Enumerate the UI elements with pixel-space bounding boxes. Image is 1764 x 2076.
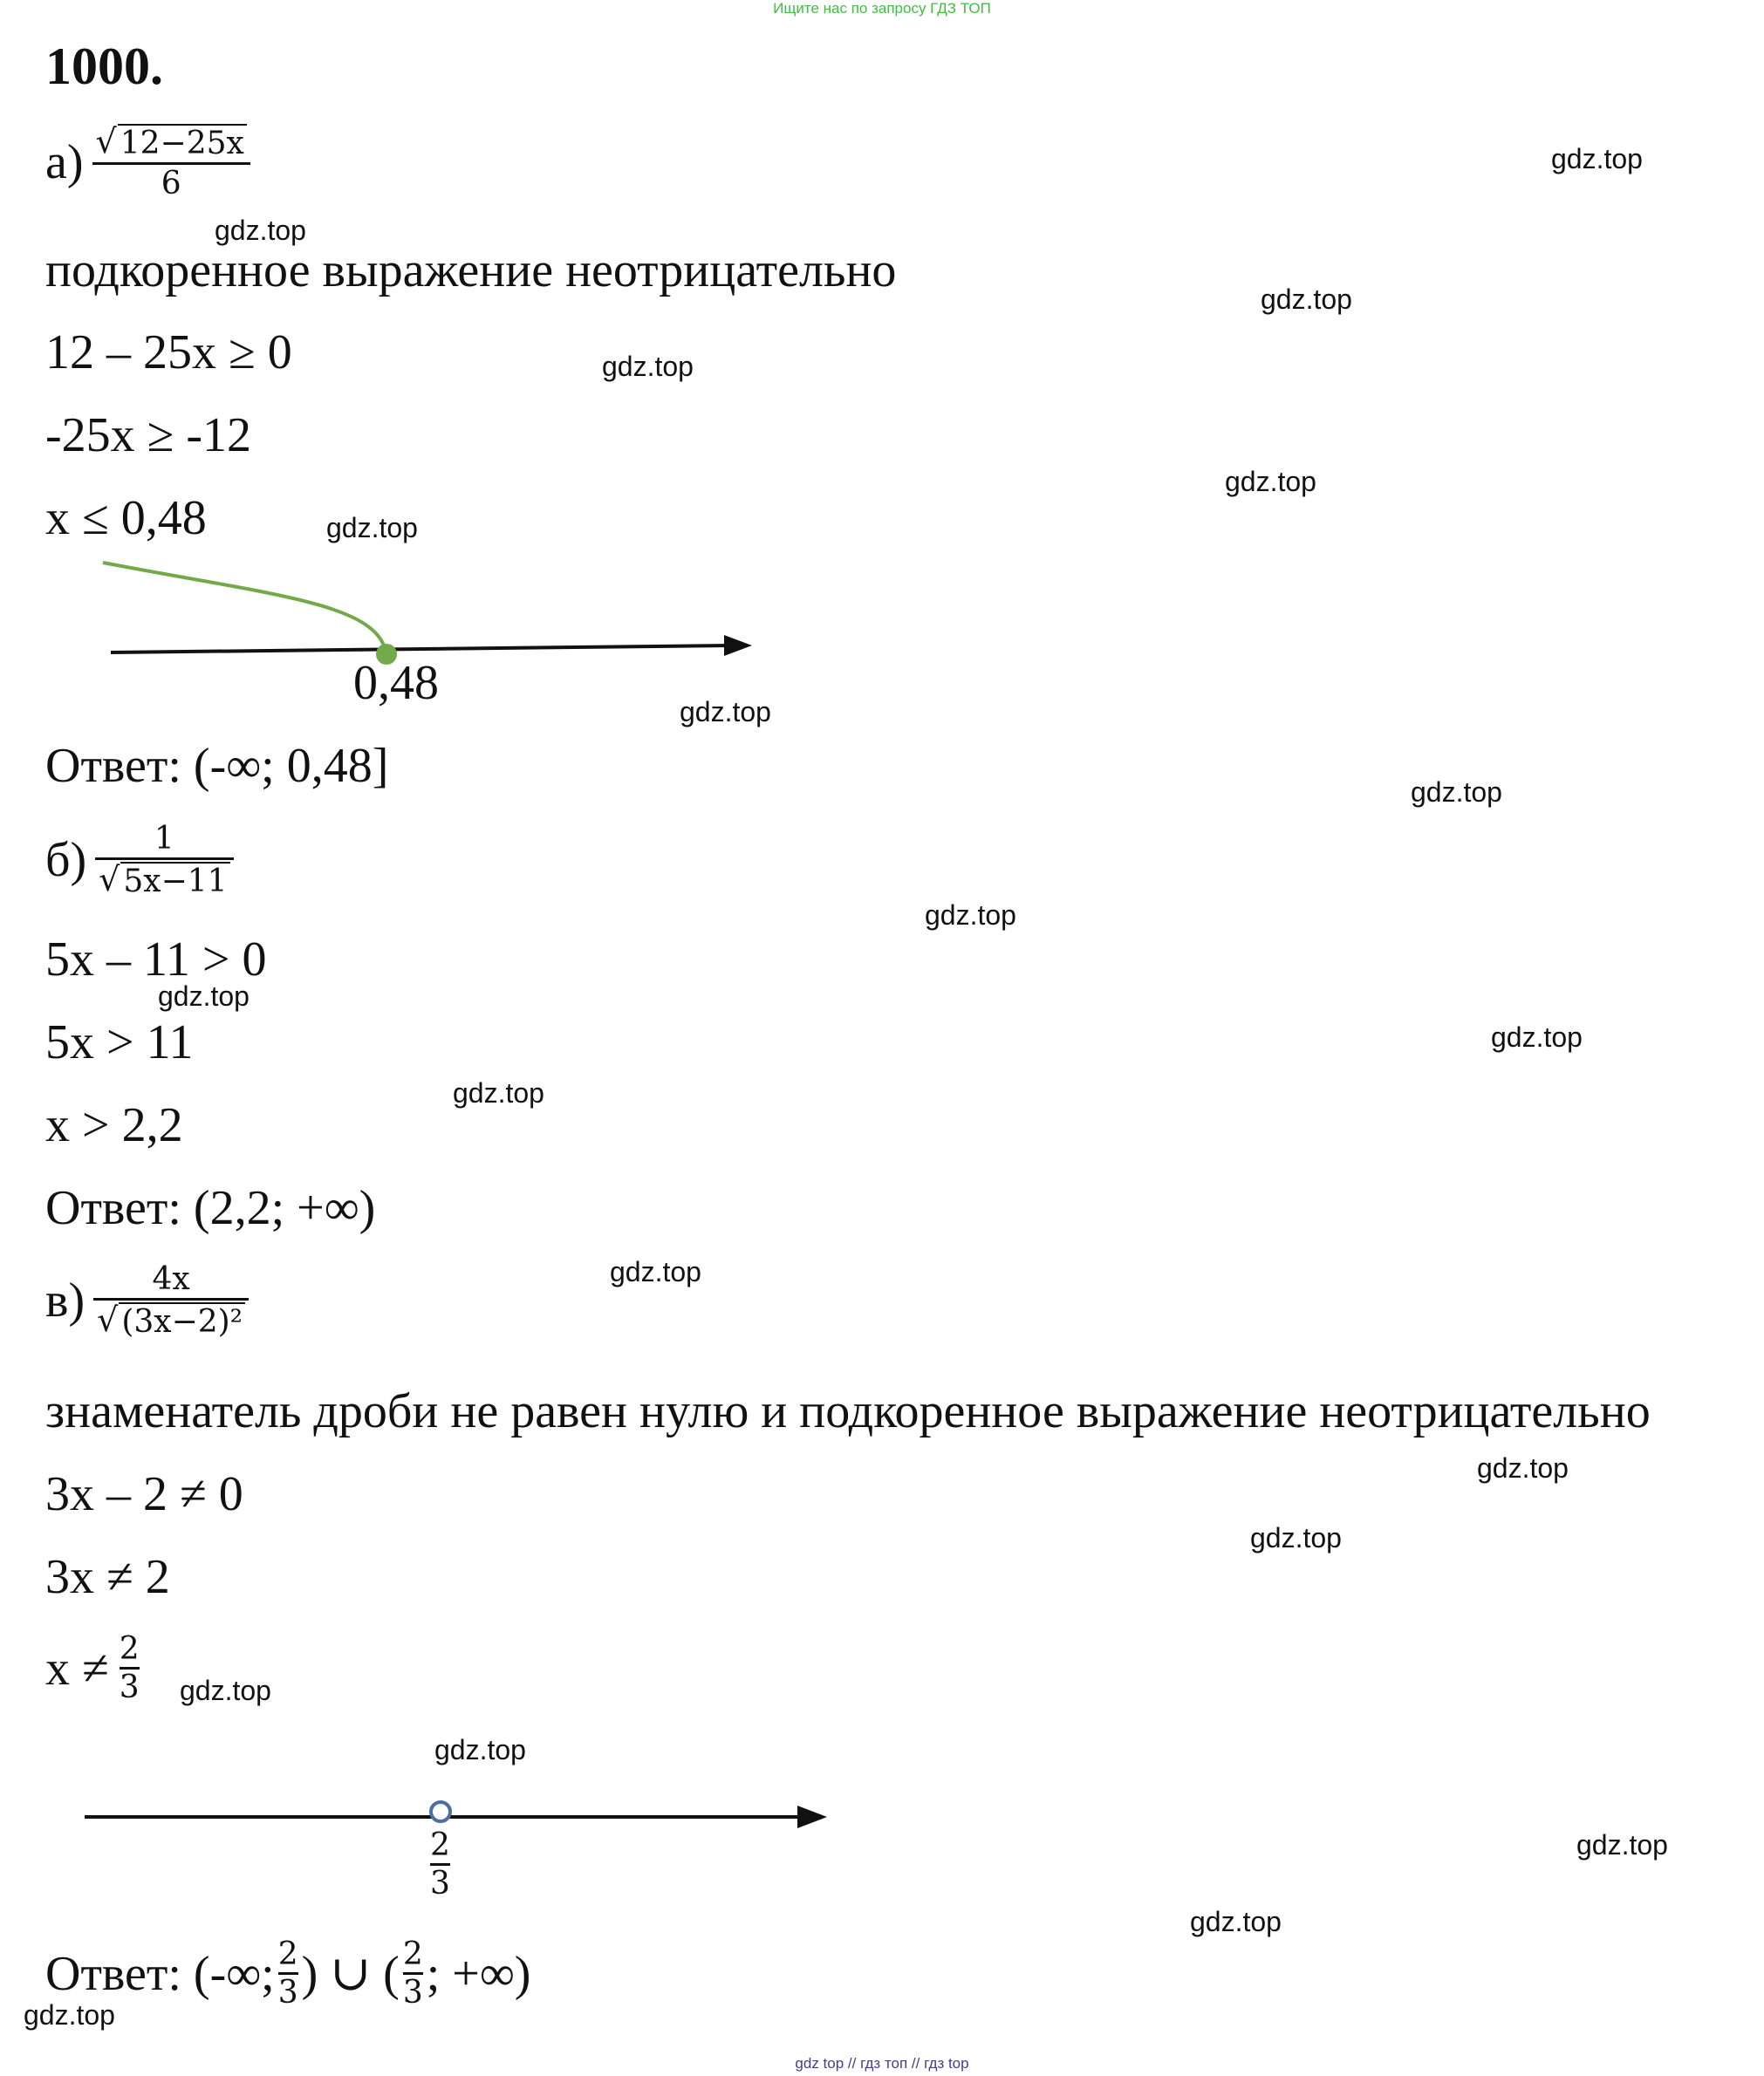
- part-c-axis-fraction: [430, 1827, 450, 1902]
- part-a-step-2: -25x ≥ -12: [45, 408, 252, 462]
- part-a-axis-label: 0,48: [353, 656, 439, 710]
- part-c-answer-frac-1: [278, 1936, 298, 2011]
- frac-numerator: 2: [119, 1631, 140, 1667]
- part-c-answer-mid: ) ∪ (: [301, 1946, 400, 2001]
- watermark: gdz.top: [680, 696, 771, 727]
- part-b-label: б): [45, 832, 87, 887]
- part-c-step-1: 3x – 2 ≠ 0: [45, 1467, 243, 1521]
- watermark: gdz.top: [610, 1256, 701, 1287]
- watermark: gdz.top: [453, 1077, 544, 1109]
- part-c-answer-prefix: Ответ: (-∞;: [45, 1946, 275, 2001]
- part-c-answer-suffix: ; +∞): [426, 1946, 531, 2001]
- top-search-note: Ищите нас по запросу ГДЗ ТОП: [773, 0, 991, 17]
- part-a-step-3: x ≤ 0,48: [45, 491, 207, 545]
- part-c-denominator: (3x−2)²: [119, 1302, 245, 1340]
- watermark: gdz.top: [215, 215, 306, 246]
- frac-numerator: 2: [277, 1936, 298, 1972]
- part-a-label: а): [45, 134, 84, 189]
- part-c-answer: [45, 1936, 530, 2011]
- part-a-sqrt: √ 12−25x: [96, 122, 247, 162]
- part-c-open-point: [431, 1802, 450, 1821]
- frac-denominator: 3: [402, 1975, 423, 2011]
- watermark: gdz.top: [1477, 1452, 1569, 1484]
- frac-numerator: 2: [402, 1936, 423, 1972]
- watermark: gdz.top: [925, 899, 1016, 931]
- watermark: gdz.top: [326, 512, 418, 543]
- part-b-numerator: 1: [154, 821, 174, 857]
- part-b-step-2: 5x > 11: [45, 1015, 194, 1069]
- part-c-sqrt: √ (3x−2)²: [97, 1301, 245, 1341]
- watermark: gdz.top: [434, 1734, 526, 1765]
- part-c-axis-arrow: [797, 1806, 827, 1828]
- part-c-step-2: 3x ≠ 2: [45, 1550, 170, 1604]
- part-c-numerator: 4x: [152, 1261, 190, 1297]
- part-c-label: в): [45, 1273, 85, 1328]
- part-c-step-3-prefix: x ≠: [45, 1641, 109, 1696]
- watermark: gdz.top: [1225, 466, 1316, 497]
- watermark: gdz.top: [1411, 776, 1502, 808]
- watermark: gdz.top: [180, 1675, 271, 1706]
- part-b-sqrt: √ 5x−11: [99, 860, 229, 900]
- watermark: gdz.top: [602, 351, 694, 382]
- watermark: gdz.top: [1551, 143, 1643, 174]
- part-c-axis-label: [430, 1827, 450, 1902]
- frac-denominator: 3: [277, 1975, 298, 2011]
- watermark: gdz.top: [1261, 283, 1352, 315]
- footer-links: gdz top // гдз топ // гдз top: [795, 2055, 969, 2072]
- watermark: gdz.top: [1250, 1522, 1342, 1554]
- part-b-answer: Ответ: (2,2; +∞): [45, 1181, 376, 1235]
- watermark: gdz.top: [24, 1999, 115, 2031]
- part-b-step-1: 5x – 11 > 0: [45, 932, 267, 987]
- part-c-answer-frac-2: [403, 1936, 423, 2011]
- watermark: gdz.top: [1491, 1021, 1583, 1053]
- part-c-condition-text: знаменатель дроби не равен нулю и подкоренное выражение неотрицательно: [45, 1384, 1651, 1438]
- frac-denominator: 3: [430, 1866, 450, 1902]
- part-b-denominator: 5x−11: [120, 862, 229, 899]
- frac-denominator: 3: [119, 1670, 140, 1706]
- watermark: gdz.top: [1190, 1906, 1282, 1937]
- part-a-numerator: 12−25x: [118, 124, 247, 161]
- part-a-condition-text: подкоренное выражение неотрицательно: [45, 243, 897, 297]
- watermark: gdz.top: [1576, 1829, 1668, 1861]
- part-a-step-1: 12 – 25x ≥ 0: [45, 325, 292, 379]
- problem-number: 1000.: [45, 38, 163, 95]
- watermark: gdz.top: [158, 980, 250, 1012]
- frac-numerator: 2: [430, 1827, 450, 1863]
- part-a-denominator: 6: [161, 165, 181, 201]
- part-a-answer: Ответ: (-∞; 0,48]: [45, 739, 389, 793]
- part-b-step-3: x > 2,2: [45, 1098, 183, 1152]
